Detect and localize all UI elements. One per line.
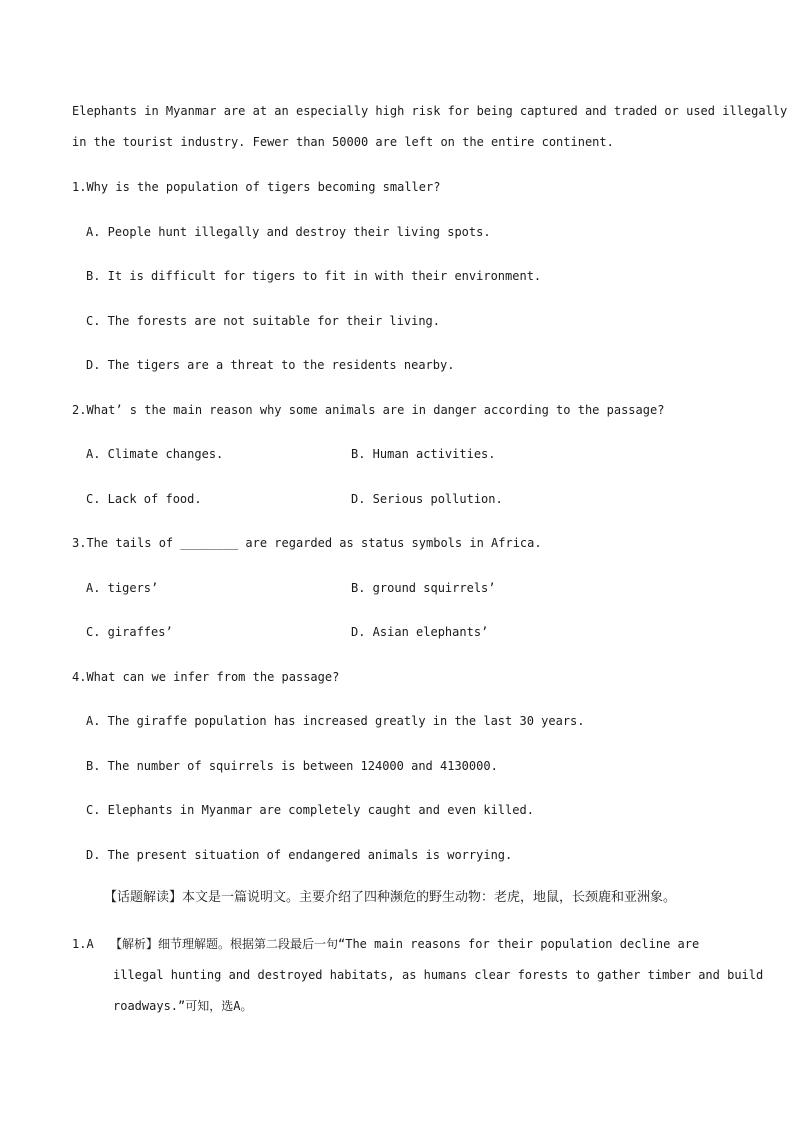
question-4-option-c: C. Elephants in Myanmar are completely caught and even killed. <box>86 803 534 817</box>
question-4-option-d: D. The present situation of endangered animals is worrying. <box>86 848 513 862</box>
answer-1-number: 1.A <box>72 937 94 951</box>
answer-1-line-3: roadways.”可知，选A。 <box>113 999 253 1013</box>
answer-1-line-1: 【解析】细节理解题。根据第二段最后一句“The main reasons for their population decline are <box>110 937 700 951</box>
question-4-option-b: B. The number of squirrels is between 124000 and 4130000. <box>86 759 498 773</box>
question-2-option-b: B. Human activities. <box>351 447 496 461</box>
question-1-option-c: C. The forests are not suitable for their living. <box>86 314 441 328</box>
question-2-option-c: C. Lack of food. <box>86 492 202 506</box>
passage-line-2: in the tourist industry. Fewer than 50000 are left on the entire continent. <box>72 135 614 149</box>
question-1-option-b: B. It is difficult for tigers to fit in with their environment. <box>86 269 542 283</box>
question-3-option-c: C. giraffes’ <box>86 625 173 639</box>
question-4-option-a: A. The giraffe population has increased greatly in the last 30 years. <box>86 714 585 728</box>
question-3-option-b: B. ground squirrels’ <box>351 581 496 595</box>
answer-1-line-2: illegal hunting and destroyed habitats, as humans clear forests to gather timber and build <box>113 968 764 982</box>
question-3-option-a: A. tigers’ <box>86 581 159 595</box>
question-1-stem: 1.Why is the population of tigers becoming smaller? <box>72 180 441 194</box>
passage-line-1: Elephants in Myanmar are at an especially high risk for being captured and traded or used illegally <box>72 104 788 118</box>
question-2-stem: 2.What’ s the main reason why some animals are in danger according to the passage? <box>72 403 665 417</box>
question-3-stem: 3.The tails of ________ are regarded as status symbols in Africa. <box>72 536 542 550</box>
question-2-option-a: A. Climate changes. <box>86 447 224 461</box>
question-1-option-a: A. People hunt illegally and destroy their living spots. <box>86 225 491 239</box>
question-2-option-d: D. Serious pollution. <box>351 492 503 506</box>
question-1-option-d: D. The tigers are a threat to the residents nearby. <box>86 358 455 372</box>
question-3-option-d: D. Asian elephants’ <box>351 625 489 639</box>
question-4-stem: 4.What can we infer from the passage? <box>72 670 340 684</box>
topic-analysis: 【话题解读】本文是一篇说明文。主要介绍了四种濒危的野生动物：老虎，地鼠，长颈鹿和亚洲象。 <box>104 890 677 905</box>
